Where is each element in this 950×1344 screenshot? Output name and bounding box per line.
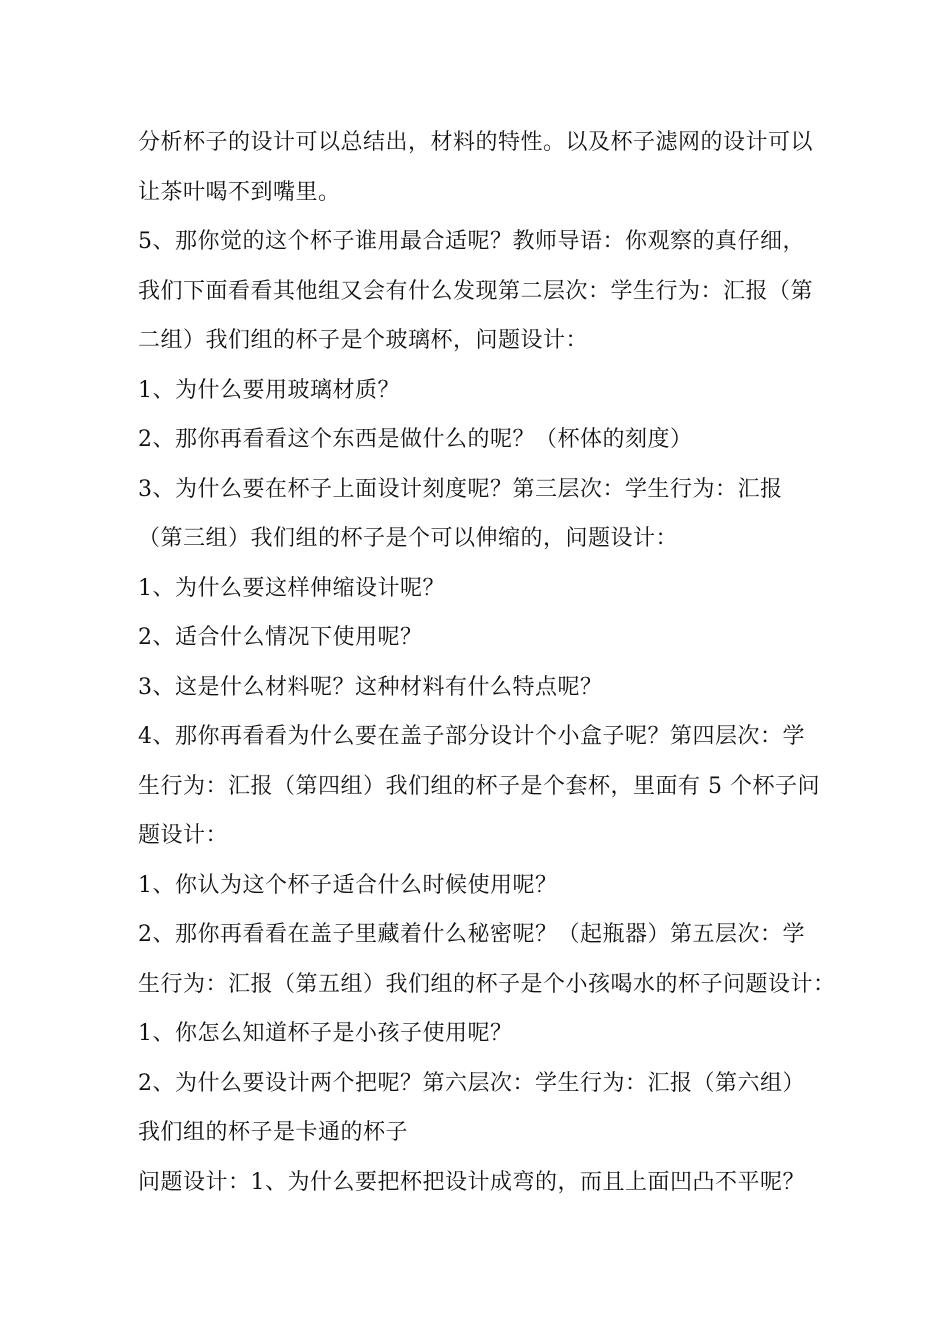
text-line-7: 2、那你再看看这个东西是做什么的呢？（杯体的刻度） xyxy=(138,427,693,452)
text-line-2: 让茶叶喝不到嘴里。 xyxy=(138,179,341,205)
text-line-13: 4、那你再看看为什么要在盖子部分设计个小盒子呢？第四层次：学 xyxy=(138,724,805,749)
text-line-10: 1、为什么要这样伸缩设计呢？ xyxy=(138,575,445,601)
text-line-17: 2、那你再看看在盖子里藏着什么秘密呢？（起瓶器）第五层次：学 xyxy=(138,922,805,947)
text-line-3: 5、那你觉的这个杯子谁用最合适呢？教师导语：你观察的真仔细， xyxy=(138,229,805,254)
text-line-12: 3、这是什么材料呢？这种材料有什么特点呢？ xyxy=(138,674,603,700)
text-line-20: 2、为什么要设计两个把呢？第六层次：学生行为：汇报（第六组） xyxy=(138,1070,805,1096)
text-line-8: 3、为什么要在杯子上面设计刻度呢？第三层次：学生行为：汇报 xyxy=(138,476,783,502)
text-line-16: 1、你认为这个杯子适合什么时候使用呢？ xyxy=(138,872,558,898)
text-line-19: 1、你怎么知道杯子是小孩子使用呢？ xyxy=(138,1021,513,1046)
text-line-9: （第三组）我们组的杯子是个可以伸缩的，问题设计： xyxy=(138,526,679,551)
text-line-18: 生行为：汇报（第五组）我们组的杯子是个小孩喝水的杯子问题设计： xyxy=(138,971,836,997)
document-body xyxy=(138,118,836,1207)
text-line-22: 问题设计：1、为什么要把杯把设计成弯的，而且上面凹凸不平呢？ xyxy=(138,1169,805,1195)
text-line-6: 1、为什么要用玻璃材质？ xyxy=(138,377,400,403)
text-line-15: 题设计： xyxy=(138,823,229,848)
text-line-4: 我们下面看看其他组又会有什么发现第二层次：学生行为：汇报（第 xyxy=(138,278,814,304)
text-line-21: 我们组的杯子是卡通的杯子 xyxy=(138,1120,409,1145)
text-line-1: 分析杯子的设计可以总结出，材料的特性。以及杯子滤网的设计可以 xyxy=(138,130,814,155)
text-line-14: 生行为：汇报（第四组）我们组的杯子是个套杯，里面有 5 个杯子问 xyxy=(138,773,820,799)
text-line-11: 2、适合什么情况下使用呢？ xyxy=(138,625,423,650)
text-line-5: 二组）我们组的杯子是个玻璃杯，问题设计： xyxy=(138,328,589,353)
